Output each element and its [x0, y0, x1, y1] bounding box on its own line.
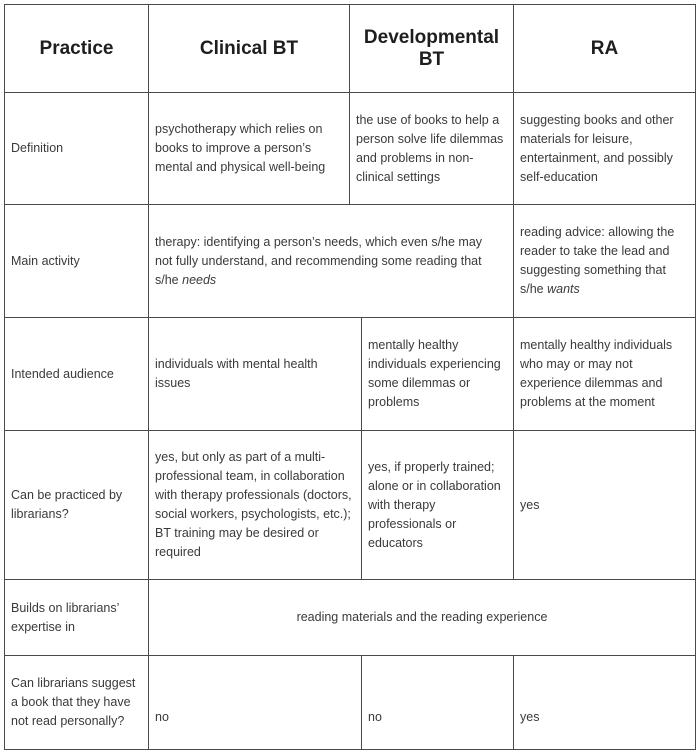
- grid-line: [4, 204, 696, 205]
- main-activity-bt: therapy: identifying a person’s needs, which even s/he may not fully understand, and recommending some reading that s/he needs: [155, 234, 483, 287]
- grid-line: [4, 579, 696, 580]
- suggest-clinical: no: [155, 710, 169, 724]
- header-developmental-bt: Developmental BT: [363, 26, 500, 70]
- practiced-developmental: yes, if properly trained; alone or in collaboration with therapy professionals or educators: [368, 459, 501, 550]
- row-label-intended-audience: Intended audience: [11, 366, 114, 381]
- emphasis-needs: needs: [182, 272, 217, 287]
- row-label-expertise: Builds on librarians’ expertise in: [11, 600, 119, 634]
- grid-line: [4, 430, 696, 431]
- row-label-definition: Definition: [11, 141, 64, 155]
- row-label-suggest: Can librarians suggest a book that they have not read personally?: [11, 676, 136, 728]
- emphasis-wants: wants: [547, 282, 580, 296]
- grid-line: [361, 317, 362, 580]
- header-practice: Practice: [39, 37, 114, 59]
- audience-ra: mentally healthy individuals who may or may not experience dilemmas and problems at the moment: [520, 338, 673, 409]
- grid-line: [148, 4, 149, 750]
- header-ra: RA: [590, 37, 619, 59]
- grid-line: [513, 4, 514, 580]
- grid-line: [4, 749, 696, 750]
- grid-line: [4, 317, 696, 318]
- practiced-ra: yes: [520, 497, 540, 512]
- practiced-clinical: yes, but only as part of a multi-professional team, in collaboration with therapy professionals (doctors, social workers, psychologists, etc.); BT training may be desired or required: [155, 450, 352, 559]
- definition-ra: suggesting books and other materials for leisure, entertainment, and possibly self-education: [520, 112, 674, 184]
- row-label-practiced: Can be practiced by librarians?: [11, 488, 123, 521]
- grid-line: [349, 4, 350, 205]
- grid-line: [695, 4, 696, 750]
- definition-developmental: the use of books to help a person solve life dilemmas and problems in non-clinical settings: [356, 112, 504, 184]
- suggest-ra: yes: [520, 710, 540, 724]
- definition-clinical: psychotherapy which relies on books to improve a person’s mental and physical well-being: [155, 122, 326, 174]
- grid-line: [4, 4, 5, 750]
- main-activity-ra: reading advice: allowing the reader to take the lead and suggesting something that s/he wants: [520, 225, 675, 296]
- audience-clinical: individuals with mental health issues: [155, 357, 318, 390]
- audience-developmental: mentally healthy individuals experiencing some dilemmas or problems: [368, 338, 501, 409]
- suggest-developmental: no: [368, 710, 382, 724]
- row-label-main-activity: Main activity: [11, 253, 80, 268]
- grid-line: [4, 4, 696, 5]
- grid-line: [4, 92, 696, 93]
- grid-line: [361, 655, 362, 750]
- header-clinical-bt: Clinical BT: [199, 37, 299, 59]
- grid-line: [513, 655, 514, 750]
- grid-line: [4, 655, 696, 656]
- expertise-merged: reading materials and the reading experience: [296, 610, 548, 624]
